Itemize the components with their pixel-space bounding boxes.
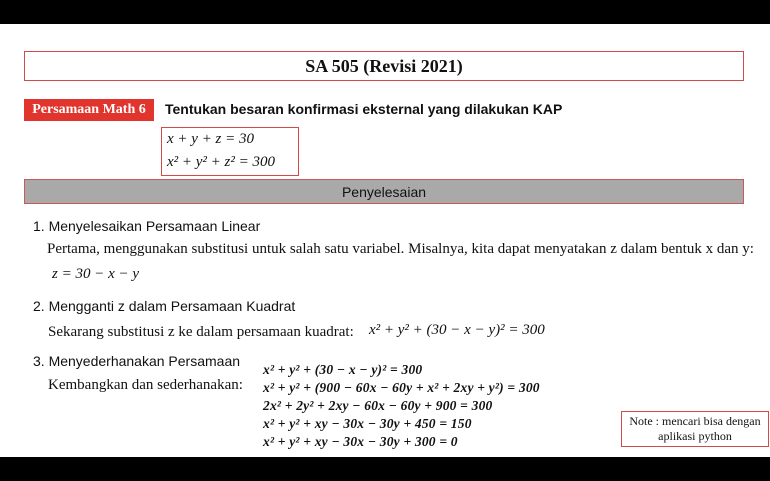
step-3-line-3: 2x² + 2y² + 2xy − 60x − 60y + 900 = 300 [263,398,493,413]
step-2-heading: 2. Mengganti z dalam Persamaan Kuadrat [33,298,296,314]
step-3-heading: 3. Menyederhanakan Persamaan [33,353,241,369]
step-2-math: x² + y² + (30 − x − y)² = 300 [369,322,545,338]
equation-quadratic: x² + y² + z² = 300 [167,154,276,170]
step-3-line-5: x² + y² + xy − 30x − 30y + 300 = 0 [263,434,458,449]
section-header: Penyelesaian [24,179,744,204]
step-1-math: z = 30 − x − y [52,266,140,282]
equation-linear: x + y + z = 30 [167,131,255,147]
slide-title: SA 505 (Revisi 2021) [24,51,744,81]
step-3-text: Kembangkan dan sederhanakan: [48,377,243,393]
step-3-line-4: x² + y² + xy − 30x − 30y + 450 = 150 [263,416,472,431]
task-statement: Tentukan besaran konfirmasi eksternal yang dilakukan KAP [165,101,563,117]
step-1-heading: 1. Menyelesaikan Persamaan Linear [33,218,261,234]
step-2-text: Sekarang substitusi z ke dalam persamaan kuadrat: [48,324,354,340]
step-3-line-1: x² + y² + (30 − x − y)² = 300 [263,362,423,377]
step-1-text: Pertama, menggunakan substitusi untuk salah satu variabel. Misalnya, kita dapat menyatakan z dalam bentuk x dan y: [47,241,754,257]
slide [0,24,770,457]
given-equations-box [161,127,299,176]
note-box: Note : mencari bisa dengan aplikasi python [621,411,769,447]
topic-badge: Persamaan Math 6 [24,99,154,121]
step-3-line-2: x² + y² + (900 − 60x − 60y + x² + 2xy + y²) = 300 [263,380,540,395]
